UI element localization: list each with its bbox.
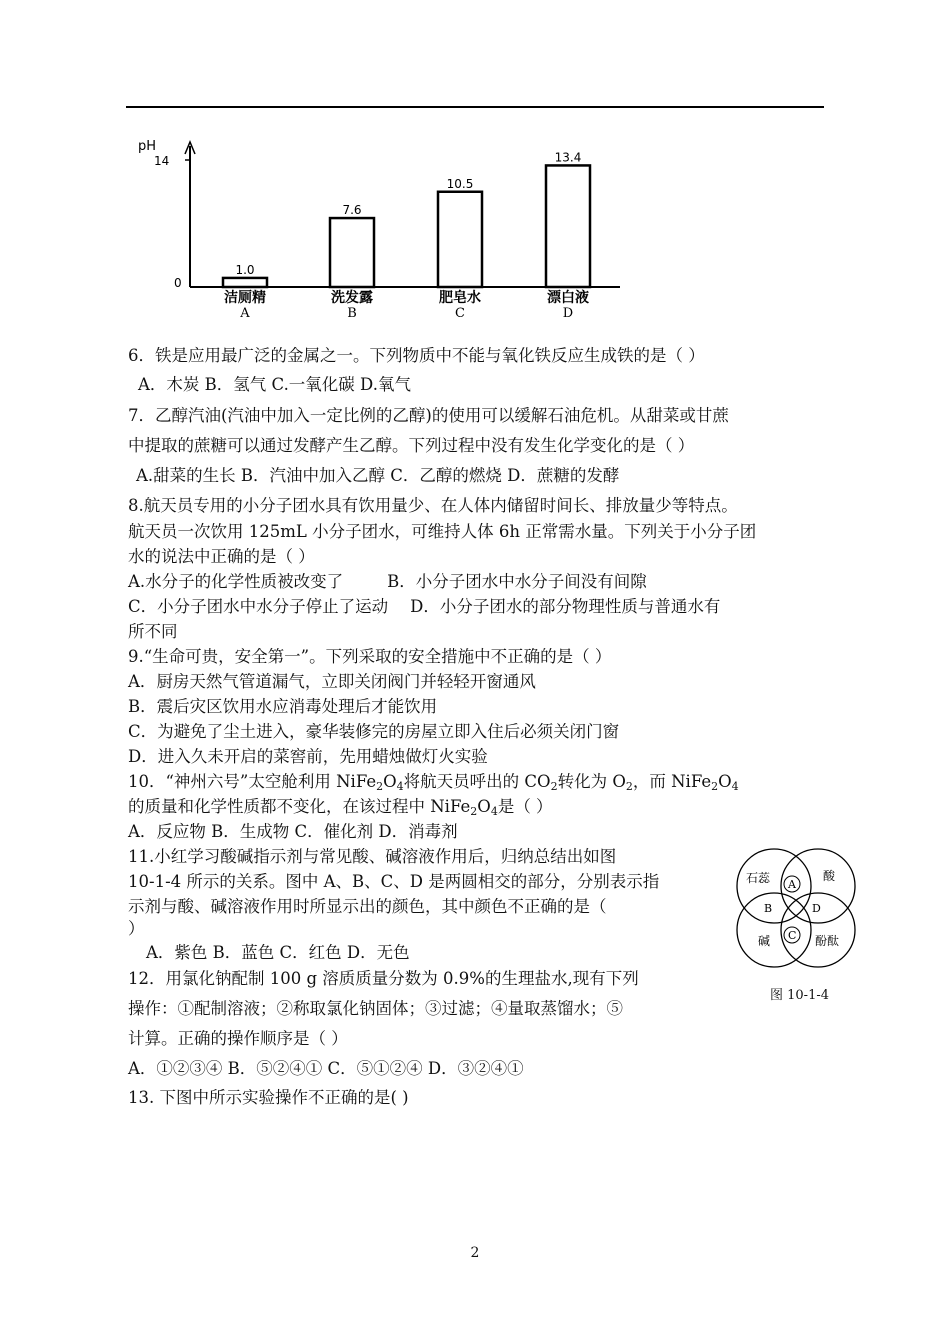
- bar-value-label-A: 1.0: [235, 262, 255, 277]
- q13-stem: 13. 下图中所示实验操作不正确的是( ): [128, 1088, 409, 1107]
- bar-B: [330, 218, 374, 287]
- q8-stem-line2: 航天员一次饮用 125mL 小分子团水，可维持人体 6h 正常需水量。下列关于小分子团: [128, 522, 757, 541]
- q12-stem-line1: 12．用氯化钠配制 100 g 溶质质量分数为 0.9%的生理盐水,现有下列: [128, 969, 639, 988]
- subscript: 2: [711, 780, 719, 793]
- q12-options: A．①②③④ B．⑤②④① C．⑤①②④ D．③②④①: [128, 1059, 524, 1078]
- q7-stem-line2: 中提取的蔗糖可以通过发酵产生乙醇。下列过程中没有发生化学变化的是（ ）: [128, 436, 695, 455]
- category-label-A: 洁厕精: [224, 290, 266, 306]
- bar-value-label-C: 10.5: [446, 176, 474, 191]
- q8-option-b: B．小分子团水中水分子间没有间隙: [387, 572, 647, 591]
- bar-D: [546, 165, 590, 287]
- bar-A: [223, 278, 267, 287]
- q8-stem-line3: 水的说法中正确的是（ ）: [128, 547, 315, 566]
- bar-value-label-B: 7.6: [342, 203, 362, 218]
- category-label-B: 洗发露: [331, 290, 373, 306]
- category-letter-A: A: [240, 306, 250, 321]
- venn-letter-a: A: [788, 878, 796, 891]
- q10-text: 转化为 O: [557, 772, 626, 791]
- q10-options: A．反应物 B．生成物 C．催化剂 D．消毒剂: [128, 822, 458, 841]
- venn-letter-c: C: [788, 929, 797, 942]
- subscript: 4: [396, 780, 404, 793]
- q6-options: A．木炭 B．氢气 C.一氧化碳 D.氧气: [138, 375, 411, 394]
- q11-stem-line3: 示剂与酸、碱溶液作用时所显示出的颜色，其中颜色不正确的是（: [128, 897, 607, 916]
- bar-value-label-D: 13.4: [554, 150, 582, 165]
- q12-stem-line3: 计算。正确的操作顺序是（ ）: [128, 1029, 348, 1048]
- q8-option-c: C．小分子团水中水分子停止了运动: [128, 597, 389, 616]
- q10-text: O: [477, 797, 491, 816]
- subscript: 2: [550, 780, 558, 793]
- category-letter-B: B: [347, 306, 357, 321]
- q10-text: 是（ ）: [497, 797, 553, 816]
- ph-bar-chart: [130, 130, 640, 330]
- venn-caption: 图 10-1-4: [770, 988, 830, 1003]
- header-rule: [126, 106, 824, 108]
- q12-stem-line2: 操作：①配制溶液；②称取氯化钠固体；③过滤；④量取蒸馏水；⑤: [128, 999, 623, 1018]
- q10-text: O: [718, 772, 732, 791]
- venn-label-phenol: 酚酞: [815, 934, 840, 948]
- q11-stem-line2: 10-1-4 所示的关系。图中 A、B、C、D 是两圆相交的部分，分别表示指: [128, 872, 660, 891]
- venn-label-litmus: 石蕊: [746, 871, 771, 885]
- q10-text: 10．“神州六号”太空舱利用 NiFe: [128, 772, 377, 791]
- q10-stem-line2: [128, 794, 828, 819]
- q10-stem-line1: [128, 769, 828, 794]
- bar-C: [438, 192, 482, 287]
- y-tick-label-0: 0: [174, 276, 182, 290]
- q8-stem-line1: 8.航天员专用的小分子团水具有饮用量少、在人体内储留时间长、排放量少等特点。: [128, 496, 738, 515]
- q10-text: O: [383, 772, 397, 791]
- venn-label-base: 碱: [758, 934, 771, 948]
- y-tick-label-14: 14: [154, 154, 170, 168]
- subscript: 2: [625, 780, 633, 793]
- venn-letter-d: D: [812, 902, 821, 915]
- q8-option-d: D．小分子团水的部分物理性质与普通水有: [410, 597, 721, 616]
- category-label-C: 肥皂水: [439, 290, 481, 306]
- category-letter-C: C: [455, 306, 465, 321]
- subscript: 4: [490, 805, 498, 818]
- q9-option-c: C．为避免了尘土进入，豪华装修完的房屋立即入住后必须关闭门窗: [128, 722, 620, 741]
- subscript: 2: [376, 780, 384, 793]
- q8-options-ab: [128, 569, 828, 594]
- subscript: 4: [731, 780, 739, 793]
- q11-stem-line4: ）: [128, 919, 145, 938]
- q6-stem: 6．铁是应用最广泛的金属之一。下列物质中不能与氧化铁反应生成铁的是（ ）: [128, 346, 705, 365]
- q10-text: ，而 NiFe: [632, 772, 712, 791]
- q9-stem: 9.“生命可贵，安全第一”。下列采取的安全措施中不正确的是（ ）: [128, 647, 612, 666]
- q11-options: A．紫色 B．蓝色 C．红色 D．无色: [146, 943, 410, 962]
- venn-letter-b: B: [764, 902, 773, 915]
- venn-diagram: [728, 846, 860, 971]
- venn-label-acid: 酸: [823, 869, 836, 883]
- q9-option-d: D．进入久未开启的菜窖前，先用蜡烛做灯火实验: [128, 747, 488, 766]
- q8-option-d-cont: 所不同: [128, 622, 178, 641]
- q10-text: 的质量和化学性质都不变化，在该过程中 NiFe: [128, 797, 471, 816]
- venn-circle-base: [737, 893, 811, 967]
- q9-option-b: B．震后灾区饮用水应消毒处理后才能饮用: [128, 697, 438, 716]
- category-letter-D: D: [562, 306, 574, 321]
- q9-option-a: A．厨房天然气管道漏气，立即关闭阀门并轻轻开窗通风: [128, 672, 536, 691]
- q8-option-a: A.水分子的化学性质被改变了: [128, 572, 344, 591]
- q7-options: A.甜菜的生长 B．汽油中加入乙醇 C．乙醇的燃烧 D．蔗糖的发酵: [136, 466, 620, 485]
- q8-options-cd: [128, 594, 828, 619]
- q10-text: 将航天员呼出的 CO: [403, 772, 551, 791]
- subscript: 2: [470, 805, 478, 818]
- page-number: 2: [470, 1245, 480, 1261]
- q11-stem-line1: 11.小红学习酸碱指示剂与常见酸、碱溶液作用后，归纳总结出如图: [128, 847, 617, 866]
- y-axis-label: pH: [138, 139, 157, 154]
- category-label-D: 漂白液: [547, 290, 589, 306]
- q7-stem-line1: 7．乙醇汽油(汽油中加入一定比例的乙醇)的使用可以缓解石油危机。从甜菜或甘蔗: [128, 406, 729, 425]
